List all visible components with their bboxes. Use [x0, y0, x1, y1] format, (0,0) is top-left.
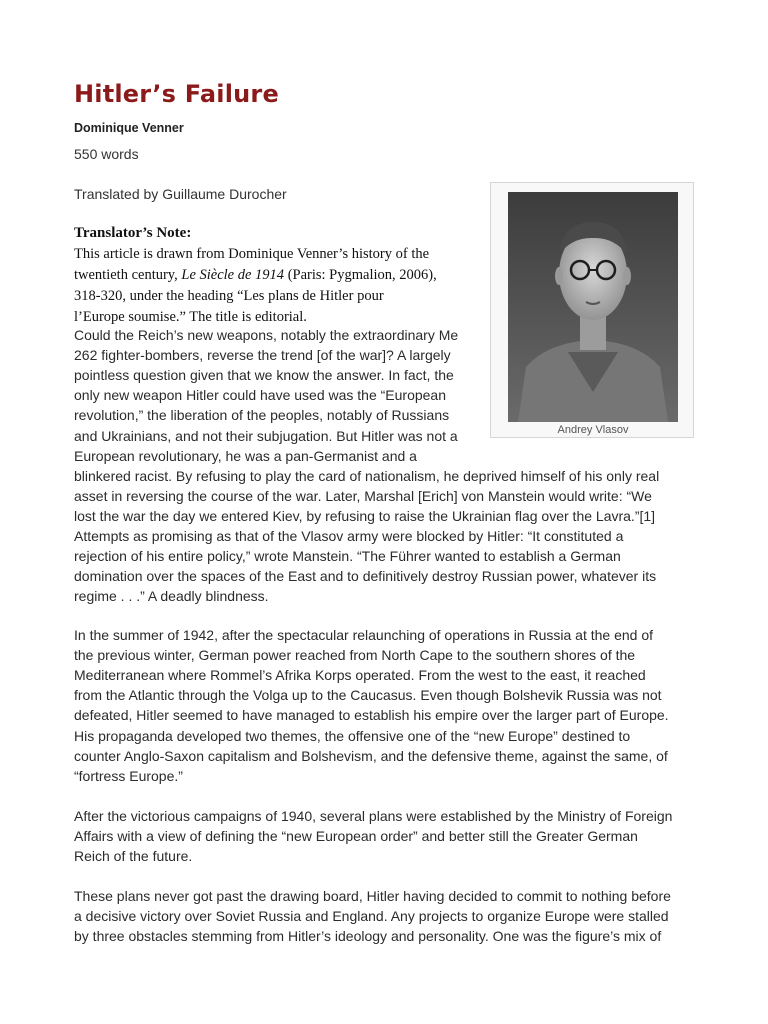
body-line: revolution,” the liberation of the peoples, notably of Russians	[74, 407, 450, 424]
note-line: l’Europe soumise.” The title is editorial.	[74, 309, 307, 325]
body-line: Attempts as promising as that of the Vlasov army were blocked by Hitler: “It constituted a	[74, 528, 624, 544]
note-line: 318-320, under the heading “Les plans de Hitler pour	[74, 288, 384, 304]
body-line: blinkered racist. By refusing to play the card of nationalism, he deprived himself of his only real	[74, 467, 660, 484]
body-line: and Ukrainians, and not their subjugation. But Hitler was not a	[74, 427, 458, 444]
body-line: After the victorious campaigns of 1940, several plans were established by the Ministry of Foreign	[74, 808, 673, 824]
body-line: Could the Reich’s new weapons, notably the extraordinary Me	[74, 327, 459, 343]
photo-caption: Andrey Vlasov	[557, 424, 629, 436]
article-title: Hitler’s Failure	[74, 80, 279, 108]
body-line: asset in reversing the course of the war. Later, Marshal [Erich] von Manstein would write: “We	[74, 487, 652, 504]
body-line: by three obstacles stemming from Hitler’s ideology and personality. One was the figure’s mix of	[74, 928, 662, 945]
body-line: 262 fighter-bombers, reverse the trend [of the war]? A largely	[74, 347, 451, 364]
body-line: the previous winter, German power reached from North Cape to the southern shores of the	[74, 647, 636, 664]
author-name: Dominique Venner	[74, 121, 184, 135]
body-line: regime . . .” A deadly blindness.	[74, 588, 269, 605]
body-line: pointless question given that we know the answer. In fact, the	[74, 367, 454, 384]
body-line: only new weapon Hitler could have used was the “European	[74, 387, 447, 404]
translator-credit: Translated by Guillaume Durocher	[74, 186, 287, 202]
body-line: from the Atlantic through the Volga up to the Caucasus. Even though Bolshevik Russia was not	[74, 687, 662, 704]
book-title: Le Siècle de 1914	[181, 267, 285, 283]
note-line: This article is drawn from Dominique Venner’s history of the	[74, 246, 430, 262]
body-line: Affairs with a view of defining the “new European order” and better still the Greater German	[74, 828, 638, 845]
portrait-photo	[508, 192, 678, 422]
body-line: “fortress Europe.”	[74, 767, 183, 784]
body-line: These plans never got past the drawing board, Hitler having decided to commit to nothing before	[74, 888, 671, 904]
note-text: twentieth century,	[74, 267, 182, 283]
body-line: Reich of the future.	[74, 848, 193, 865]
body-line: counter Anglo-Saxon capitalism and Bolshevism, and the defensive theme, against the same, of	[74, 747, 668, 764]
body-line: lost the war the day we entered Kiev, by refusing to raise the Ukrainian flag over the Lavra.”[1]	[74, 507, 656, 524]
body-line: European revolutionary, he was a pan-Germanist and a	[74, 447, 417, 464]
body-line: a decisive victory over Soviet Russia and England. Any projects to organize Europe were stalled	[74, 908, 669, 925]
translator-note-heading: Translator’s Note:	[74, 225, 192, 241]
body-line: domination over the spaces of the East and to definitively destroy Russian power, whatever its	[74, 568, 657, 585]
photo-figure	[490, 182, 694, 438]
body-line: defeated, Hitler seemed to have managed to establish his empire over the larger part of Europe.	[74, 707, 669, 724]
word-count: 550 words	[74, 146, 139, 162]
body-line: rejection of his entire policy,” wrote Manstein. “The Führer wanted to establish a German	[74, 548, 621, 565]
body-line: Mediterranean where Rommel’s Afrika Korps operated. From the west to the east, it reached	[74, 667, 646, 684]
note-text: (Paris: Pygmalion, 2006),	[284, 267, 437, 283]
body-line: His propaganda developed two themes, the offensive one of the “new Europe” destined to	[74, 727, 631, 744]
note-line	[74, 267, 437, 284]
body-line: In the summer of 1942, after the spectacular relaunching of operations in Russia at the end of	[74, 627, 654, 643]
